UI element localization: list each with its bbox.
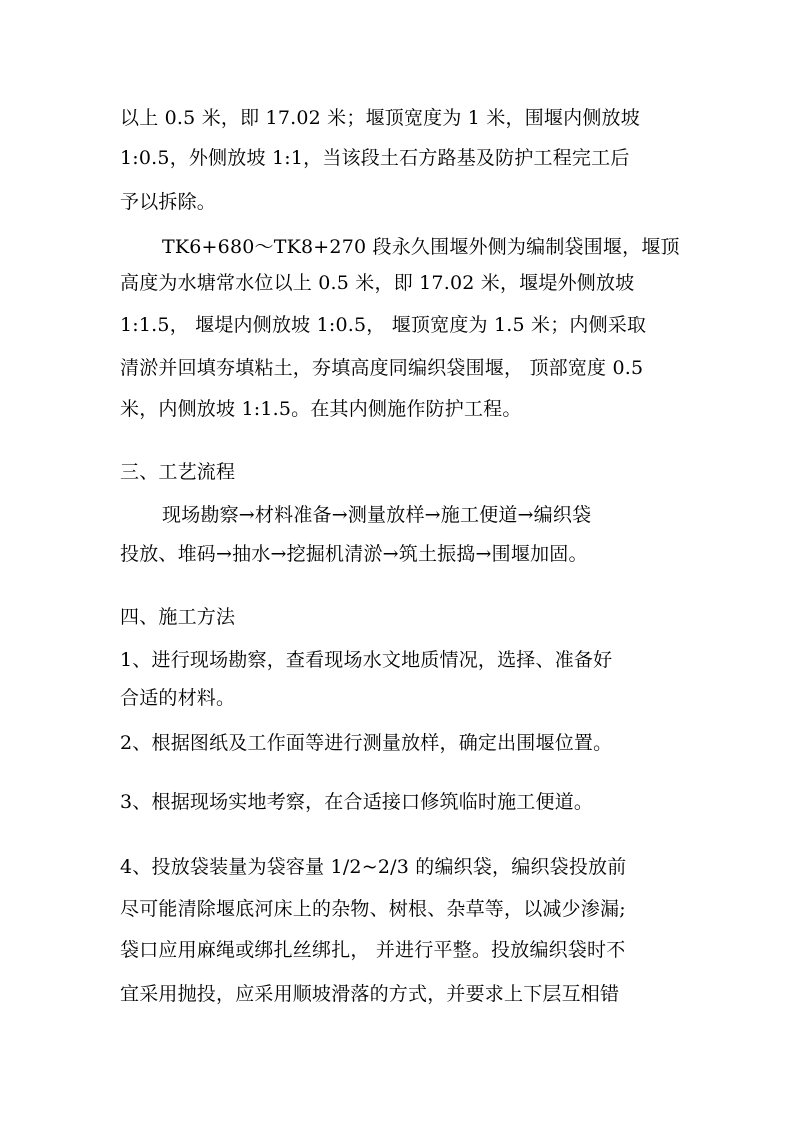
paragraph-2-line-4: 清淤并回填夯填粘土，夯填高度同编织袋围堰， 顶部宽度 0.5 [120,357,644,379]
section-3-heading: 三、工艺流程 [120,461,236,483]
section-4-item-4-line-3: 袋口应用麻绳或绑扎丝绑扎， 并进行平整。投放编织袋时不 [120,939,626,961]
section-4-item-3: 3、根据现场实地考察，在合适接口修筑临时施工便道。 [120,791,594,813]
section-4-heading: 四、施工方法 [120,606,236,628]
paragraph-1-line-2: 1:0.5，外侧放坡 1:1，当该段土石方路基及防护工程完工后 [120,147,630,169]
section-4-item-4-line-2: 尽可能清除堰底河床上的杂物、树根、杂草等，以减少渗漏; [120,898,626,920]
paragraph-1-line-3: 予以拆除。 [120,191,217,213]
section-4-item-2: 2、根据图纸及工作面等进行测量放样，确定出围堰位置。 [120,732,613,754]
section-4-item-1-line-1: 1、进行现场勘察，查看现场水文地质情况，选择、准备好 [120,649,613,671]
section-3-line-2: 投放、堆码→抽水→挖掘机清淤→筑土振捣→围堰加固。 [120,543,588,565]
paragraph-1-line-1: 以上 0.5 米，即 17.02 米；堰顶宽度为 1 米，围堰内侧放坡 [120,107,640,129]
section-4-item-1-line-2: 合适的材料。 [120,687,236,709]
section-3-line-1: 现场勘察→材料准备→测量放样→施工便道→编织袋 [162,504,592,526]
paragraph-2-line-5: 米，内侧放坡 1:1.5。在其内侧施作防护工程。 [120,398,522,420]
paragraph-2-line-2: 高度为水塘常水位以上 0.5 米，即 17.02 米，堰堤外侧放坡 [120,272,635,294]
paragraph-2-line-3: 1:1.5， 堰堤内侧放坡 1:0.5， 堰顶宽度为 1.5 米；内侧采取 [120,314,647,336]
paragraph-2-line-1: TK6+680～TK8+270 段永久围堰外侧为编制袋围堰，堰顶 [162,236,680,258]
section-4-item-4-line-4: 宜采用抛投，应采用顺坡滑落的方式，并要求上下层互相错 [120,983,620,1005]
section-4-item-4-line-1: 4、投放袋装量为袋容量 1/2~2/3 的编织袋，编织袋投放前 [120,856,627,878]
